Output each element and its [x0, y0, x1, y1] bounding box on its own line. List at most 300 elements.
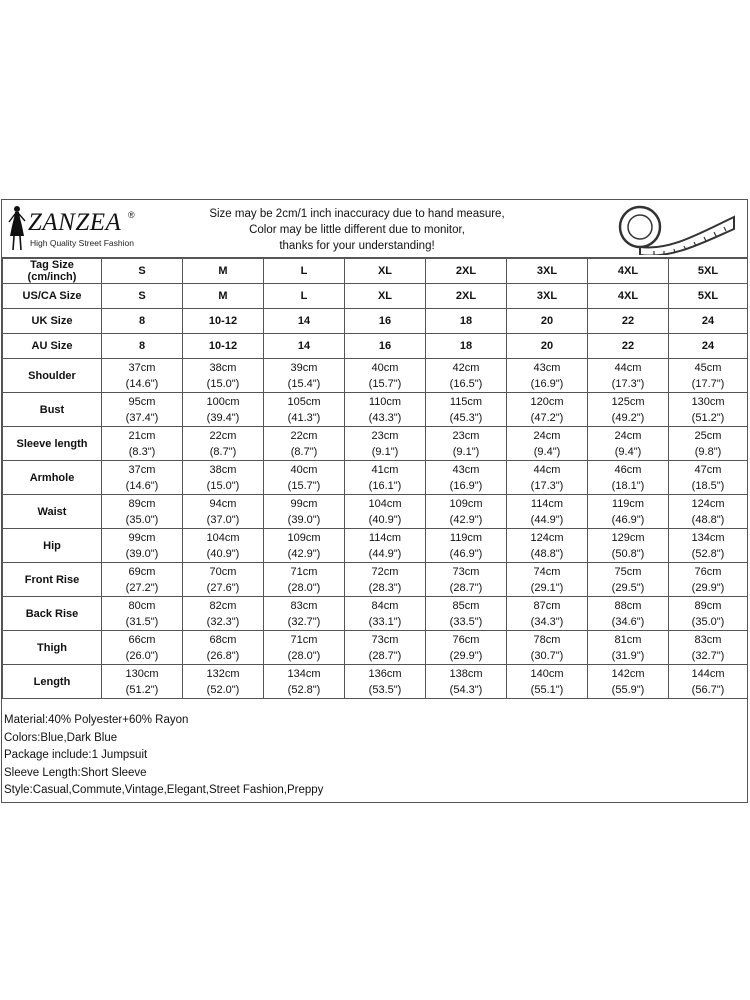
measurement-inch: (18.5"): [691, 479, 725, 492]
measurement-cell: [102, 427, 183, 461]
measurement-label: Bust: [3, 393, 102, 427]
size-value-cell: 22: [588, 334, 669, 359]
size-value-cell: S: [102, 259, 183, 284]
measurement-cell: [507, 393, 588, 427]
measurement-inch: (32.3"): [206, 615, 240, 628]
measurement-label: Shoulder: [3, 359, 102, 393]
measurement-inch: (47.2"): [530, 411, 564, 424]
measurement-label: Thigh: [3, 631, 102, 665]
measurement-inch: (31.9"): [611, 649, 645, 662]
measurement-cm: 75cm: [614, 565, 642, 578]
measurement-cm: 40cm: [371, 361, 399, 374]
measurement-inch: (48.8"): [530, 547, 564, 560]
size-value-cell: 16: [345, 334, 426, 359]
size-value-cell: 20: [507, 309, 588, 334]
measurement-cm: 119cm: [611, 497, 645, 510]
measurement-cm: 46cm: [614, 463, 642, 476]
measurement-cell: [183, 529, 264, 563]
measurement-inch: (33.1"): [368, 615, 402, 628]
measurement-row: [3, 461, 748, 495]
measurement-cell: [102, 563, 183, 597]
measurement-cm: 109cm: [449, 497, 483, 510]
measurement-cell: [264, 665, 345, 699]
measurement-inch: (14.6"): [125, 377, 159, 390]
measurement-cm: 24cm: [614, 429, 642, 442]
measurement-cm: 43cm: [533, 361, 561, 374]
measurement-cm: 130cm: [125, 667, 159, 680]
measurement-inch: (17.3"): [530, 479, 564, 492]
size-system-row: [3, 259, 748, 284]
size-value-cell: 14: [264, 334, 345, 359]
measurement-label: Armhole: [3, 461, 102, 495]
measurement-inch: (16.9"): [530, 377, 564, 390]
measurement-cm: 129cm: [611, 531, 645, 544]
measurement-cell: [669, 393, 748, 427]
measurement-cell: [426, 665, 507, 699]
measurement-cm: 134cm: [691, 531, 725, 544]
measurement-inch: (35.0"): [691, 615, 725, 628]
measurement-cm: 81cm: [614, 633, 642, 646]
measurement-cell: [183, 631, 264, 665]
measurement-inch: (48.8"): [691, 513, 725, 526]
measurement-cm: 38cm: [209, 463, 237, 476]
measurement-cell: [264, 529, 345, 563]
measurement-inch: (28.7"): [449, 581, 483, 594]
measurement-row: [3, 495, 748, 529]
measurement-cm: 23cm: [371, 429, 399, 442]
measurement-cell: [345, 631, 426, 665]
measurement-cell: [102, 631, 183, 665]
size-value-cell: 14: [264, 309, 345, 334]
measurement-cm: 140cm: [530, 667, 564, 680]
measurement-cm: 94cm: [209, 497, 237, 510]
measurement-cm: 99cm: [290, 497, 318, 510]
measurement-cm: 23cm: [452, 429, 480, 442]
measurement-inch: (44.9"): [368, 547, 402, 560]
registered-mark: ®: [128, 210, 135, 220]
size-value-cell: 3XL: [507, 259, 588, 284]
measurement-inch: (40.9"): [206, 547, 240, 560]
measurement-cm: 74cm: [533, 565, 561, 578]
measurement-cm: 95cm: [128, 395, 156, 408]
measurement-cm: 76cm: [694, 565, 722, 578]
measurement-cm: 109cm: [287, 531, 321, 544]
size-value-cell: 2XL: [426, 259, 507, 284]
measurement-inch: (26.8"): [206, 649, 240, 662]
measurement-cell: [345, 563, 426, 597]
spec-material: Material:40% Polyester+60% Rayon: [4, 714, 189, 726]
size-value-cell: 2XL: [426, 284, 507, 309]
size-value-cell: M: [183, 259, 264, 284]
measurement-cm: 71cm: [290, 565, 318, 578]
measurement-inch: (9.4"): [533, 445, 561, 458]
measurement-inch: (15.0"): [206, 377, 240, 390]
measurement-inch: (52.8"): [287, 683, 321, 696]
measurement-cell: [588, 495, 669, 529]
measurement-cm: 124cm: [530, 531, 564, 544]
measurement-inch: (43.3"): [368, 411, 402, 424]
row-label: AU Size: [3, 334, 102, 359]
measurement-cell: [507, 359, 588, 393]
measurement-cm: 68cm: [209, 633, 237, 646]
measurement-cm: 120cm: [530, 395, 564, 408]
size-table: [2, 258, 748, 699]
measurement-cell: [183, 427, 264, 461]
measurement-cm: 71cm: [290, 633, 318, 646]
measurement-cell: [345, 393, 426, 427]
measurement-inch: (52.8"): [691, 547, 725, 560]
measurement-cell: [183, 495, 264, 529]
measurement-cell: [345, 665, 426, 699]
measurement-cell: [507, 597, 588, 631]
measurement-cm: 25cm: [694, 429, 722, 442]
measurement-cm: 45cm: [694, 361, 722, 374]
measurement-cm: 22cm: [209, 429, 237, 442]
measurement-cell: [588, 529, 669, 563]
size-system-row: [3, 309, 748, 334]
measurement-inch: (8.7"): [290, 445, 318, 458]
size-value-cell: 10-12: [183, 334, 264, 359]
measurement-cm: 142cm: [611, 667, 645, 680]
measurement-cm: 105cm: [287, 395, 321, 408]
measurement-cm: 66cm: [128, 633, 156, 646]
measurement-cm: 44cm: [533, 463, 561, 476]
measurement-cell: [588, 461, 669, 495]
notice-line: Color may be little different due to monitor,: [249, 224, 465, 236]
measurement-inch: (32.7"): [691, 649, 725, 662]
measurement-cm: 76cm: [452, 633, 480, 646]
measurement-inch: (49.2"): [611, 411, 645, 424]
measurement-cell: [669, 665, 748, 699]
measurement-label: Front Rise: [3, 563, 102, 597]
measurement-inch: (34.6"): [611, 615, 645, 628]
measurement-cell: [507, 563, 588, 597]
measurement-inch: (18.1"): [611, 479, 645, 492]
measurement-label: Waist: [3, 495, 102, 529]
size-chart: [1, 199, 748, 803]
measurement-cell: [507, 529, 588, 563]
size-value-cell: M: [183, 284, 264, 309]
measurement-cell: [669, 359, 748, 393]
measurement-cm: 99cm: [128, 531, 156, 544]
measurement-cell: [345, 495, 426, 529]
measurement-inch: (41.3"): [287, 411, 321, 424]
measurement-cm: 88cm: [614, 599, 642, 612]
measurement-cell: [426, 495, 507, 529]
size-value-cell: 5XL: [669, 259, 748, 284]
measurement-cm: 37cm: [128, 361, 156, 374]
measurement-cm: 38cm: [209, 361, 237, 374]
measurement-cell: [669, 461, 748, 495]
measurement-inch: (28.0"): [287, 581, 321, 594]
measurement-cell: [588, 631, 669, 665]
size-value-cell: L: [264, 259, 345, 284]
measurement-cm: 22cm: [290, 429, 318, 442]
measurement-cm: 40cm: [290, 463, 318, 476]
brand-tagline: High Quality Street Fashion: [30, 238, 134, 248]
size-value-cell: 16: [345, 309, 426, 334]
measurement-cm: 70cm: [209, 565, 237, 578]
measurement-cell: [507, 631, 588, 665]
measurement-cell: [183, 597, 264, 631]
measurement-inch: (53.5"): [368, 683, 402, 696]
measurement-inch: (42.9"): [287, 547, 321, 560]
measurement-cell: [264, 597, 345, 631]
measurement-inch: (52.0"): [206, 683, 240, 696]
measurement-cell: [345, 359, 426, 393]
measurement-inch: (28.0"): [287, 649, 321, 662]
measurement-inch: (28.7"): [368, 649, 402, 662]
measurement-cell: [669, 427, 748, 461]
measurement-cm: 83cm: [290, 599, 318, 612]
spec-sleeve-length: Sleeve Length:Short Sleeve: [4, 766, 147, 779]
measurement-inch: (28.3"): [368, 581, 402, 594]
size-value-cell: 4XL: [588, 259, 669, 284]
measurement-cell: [507, 665, 588, 699]
measurement-cm: 42cm: [452, 361, 480, 374]
measurement-cell: [264, 359, 345, 393]
measurement-inch: (46.9"): [611, 513, 645, 526]
measurement-cm: 134cm: [287, 667, 321, 680]
measurement-cm: 124cm: [691, 497, 725, 510]
size-value-cell: 20: [507, 334, 588, 359]
brand-name: ZANZEA: [28, 209, 122, 236]
measurement-cm: 89cm: [128, 497, 156, 510]
measurement-inch: (8.7"): [209, 445, 237, 458]
measurement-inch: (9.1"): [371, 445, 399, 458]
measurement-cell: [669, 529, 748, 563]
measurement-cm: 41cm: [371, 463, 399, 476]
size-value-cell: 24: [669, 334, 748, 359]
measurement-cm: 47cm: [694, 463, 722, 476]
measurement-cm: 104cm: [206, 531, 240, 544]
measurement-label: Length: [3, 665, 102, 699]
measurement-inch: (40.9"): [368, 513, 402, 526]
measurement-cell: [345, 427, 426, 461]
measurement-cell: [426, 597, 507, 631]
measurement-cm: 110cm: [368, 395, 402, 408]
size-value-cell: XL: [345, 284, 426, 309]
measurement-cell: [102, 597, 183, 631]
measurement-cell: [507, 427, 588, 461]
measurement-cell: [345, 597, 426, 631]
measurement-cm: 43cm: [452, 463, 480, 476]
measurement-cell: [426, 461, 507, 495]
measurement-cm: 114cm: [368, 531, 402, 544]
measurement-cm: 136cm: [368, 667, 402, 680]
measurement-row: [3, 665, 748, 699]
measurement-cm: 82cm: [209, 599, 237, 612]
measurement-cm: 125cm: [611, 395, 645, 408]
measurement-cell: [588, 427, 669, 461]
measurement-inch: (51.2"): [691, 411, 725, 424]
measurement-inch: (37.0"): [206, 513, 240, 526]
size-value-cell: 10-12: [183, 309, 264, 334]
measurement-cell: [183, 665, 264, 699]
measurement-cell: [588, 393, 669, 427]
size-value-cell: 22: [588, 309, 669, 334]
measurement-cell: [183, 393, 264, 427]
measurement-cm: 78cm: [533, 633, 561, 646]
size-value-cell: XL: [345, 259, 426, 284]
measurement-label: Sleeve length: [3, 427, 102, 461]
measurement-cell: [426, 427, 507, 461]
measurement-cell: [264, 461, 345, 495]
measurement-cm: 44cm: [614, 361, 642, 374]
measurement-cm: 83cm: [694, 633, 722, 646]
measurement-cm: 119cm: [449, 531, 483, 544]
measurement-cell: [102, 529, 183, 563]
size-value-cell: 8: [102, 334, 183, 359]
measurement-inch: (32.7"): [287, 615, 321, 628]
measurement-cell: [669, 563, 748, 597]
measurement-inch: (27.2"): [125, 581, 159, 594]
measurement-inch: (34.3"): [530, 615, 564, 628]
measurement-cell: [669, 631, 748, 665]
measurement-row: [3, 427, 748, 461]
measurement-inch: (15.7"): [287, 479, 321, 492]
product-specs: [4, 712, 734, 800]
size-value-cell: L: [264, 284, 345, 309]
measurement-inch: (46.9"): [449, 547, 483, 560]
measurement-cm: 21cm: [128, 429, 156, 442]
measurement-inch: (16.5"): [449, 377, 483, 390]
measurement-cell: [345, 461, 426, 495]
measurement-cm: 114cm: [530, 497, 564, 510]
chart-header: [2, 200, 747, 258]
measurement-cell: [264, 495, 345, 529]
measurement-cell: [264, 393, 345, 427]
measurement-cm: 115cm: [449, 395, 483, 408]
measurement-cell: [264, 631, 345, 665]
measurement-inch: (26.0"): [125, 649, 159, 662]
measurement-cm: 138cm: [449, 667, 483, 680]
measurement-cm: 89cm: [694, 599, 722, 612]
measurement-cm: 132cm: [206, 667, 240, 680]
measurement-cell: [588, 563, 669, 597]
size-value-cell: S: [102, 284, 183, 309]
measurement-inch: (9.1"): [452, 445, 480, 458]
notice-line: Size may be 2cm/1 inch inaccuracy due to hand measure,: [209, 208, 505, 220]
measurement-inch: (35.0"): [125, 513, 159, 526]
row-label: [3, 259, 102, 284]
measurement-row: [3, 529, 748, 563]
measurement-row: [3, 563, 748, 597]
measurement-cm: 84cm: [371, 599, 399, 612]
measurement-cm: 24cm: [533, 429, 561, 442]
measurement-cm: 87cm: [533, 599, 561, 612]
measurement-cell: [588, 665, 669, 699]
brand-logo: [6, 204, 146, 254]
measurement-cell: [102, 393, 183, 427]
measurement-cm: 37cm: [128, 463, 156, 476]
measurement-cell: [669, 597, 748, 631]
row-label: UK Size: [3, 309, 102, 334]
measurement-inch: (50.8"): [611, 547, 645, 560]
measurement-cm: 104cm: [368, 497, 402, 510]
measurement-cell: [183, 461, 264, 495]
size-value-cell: 3XL: [507, 284, 588, 309]
measurement-inch: (16.1"): [368, 479, 402, 492]
measurement-cm: 69cm: [128, 565, 156, 578]
measurement-cell: [588, 597, 669, 631]
measurement-inch: (39.4"): [206, 411, 240, 424]
measurement-inch: (56.7"): [691, 683, 725, 696]
measurement-inch: (33.5"): [449, 615, 483, 628]
measurement-row: [3, 597, 748, 631]
spec-package: Package include:1 Jumpsuit: [4, 749, 148, 762]
measurement-row: [3, 393, 748, 427]
measurement-cm: 130cm: [691, 395, 725, 408]
measurement-cm: 39cm: [290, 361, 318, 374]
size-value-cell: 5XL: [669, 284, 748, 309]
measurement-cm: 72cm: [371, 565, 399, 578]
measurement-cell: [507, 495, 588, 529]
measurement-inch: (54.3"): [449, 683, 483, 696]
measurement-cell: [102, 495, 183, 529]
measurement-inch: (8.3"): [128, 445, 156, 458]
measurement-cell: [264, 563, 345, 597]
size-system-row: [3, 284, 748, 309]
measurement-cm: 100cm: [206, 395, 240, 408]
measurement-cm: 73cm: [371, 633, 399, 646]
notice-line: thanks for your understanding!: [279, 240, 435, 252]
measurement-cell: [426, 563, 507, 597]
measurement-cell: [426, 529, 507, 563]
measurement-cm: 73cm: [452, 565, 480, 578]
measurement-inch: (39.0"): [287, 513, 321, 526]
measurement-inch: (44.9"): [530, 513, 564, 526]
measurement-inch: (14.6"): [125, 479, 159, 492]
measurement-cm: 144cm: [691, 667, 725, 680]
row-label: US/CA Size: [3, 284, 102, 309]
measurement-cell: [426, 359, 507, 393]
fashion-figure-icon: [6, 204, 28, 252]
measurement-cell: [183, 563, 264, 597]
measurement-inch: (29.9"): [449, 649, 483, 662]
measurement-cell: [102, 665, 183, 699]
measurement-inch: (29.1"): [530, 581, 564, 594]
measurement-inch: (45.3"): [449, 411, 483, 424]
row-label-line: (cm/inch): [27, 271, 77, 283]
measurement-inch: (37.4"): [125, 411, 159, 424]
measurement-cell: [426, 393, 507, 427]
measurement-cell: [426, 631, 507, 665]
measurement-cell: [669, 495, 748, 529]
measurement-notice: [182, 206, 532, 254]
measurement-inch: (55.1"): [530, 683, 564, 696]
measurement-inch: (51.2"): [125, 683, 159, 696]
size-value-cell: 18: [426, 309, 507, 334]
size-value-cell: 24: [669, 309, 748, 334]
measurement-inch: (42.9"): [449, 513, 483, 526]
measurement-cell: [102, 461, 183, 495]
measurement-inch: (39.0"): [125, 547, 159, 560]
measurement-inch: (29.9"): [691, 581, 725, 594]
measurement-cm: 85cm: [452, 599, 480, 612]
measurement-inch: (15.0"): [206, 479, 240, 492]
measurement-cell: [588, 359, 669, 393]
measurement-inch: (55.9"): [611, 683, 645, 696]
measuring-tape-icon: [610, 203, 738, 255]
measurement-inch: (15.7"): [368, 377, 402, 390]
size-value-cell: 8: [102, 309, 183, 334]
measurement-inch: (9.8"): [694, 445, 722, 458]
measurement-row: [3, 359, 748, 393]
measurement-inch: (15.4"): [287, 377, 321, 390]
measurement-inch: (9.4"): [614, 445, 642, 458]
measurement-inch: (17.7"): [691, 377, 725, 390]
